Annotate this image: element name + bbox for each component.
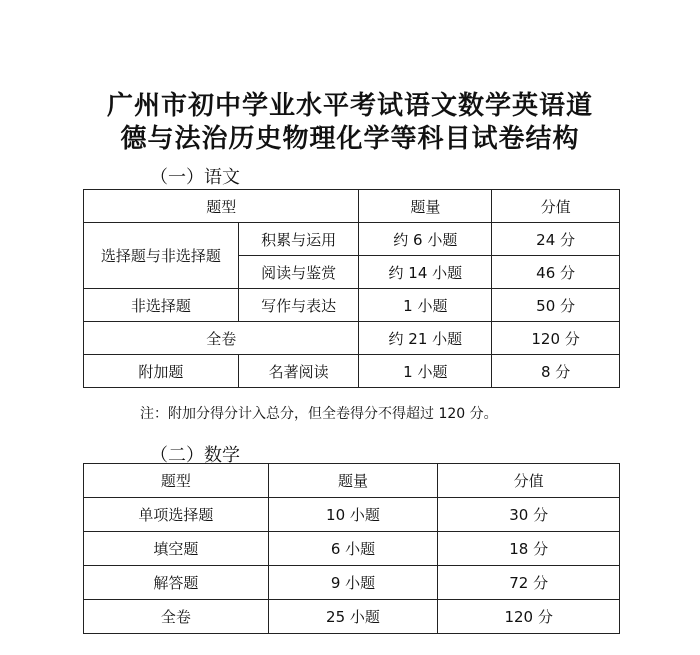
cell-count: 1 小题 bbox=[359, 289, 492, 322]
header-type: 题型 bbox=[84, 464, 269, 498]
cell-score: 120 分 bbox=[492, 322, 620, 355]
table-row bbox=[84, 289, 620, 322]
cell-score: 46 分 bbox=[492, 256, 620, 289]
cell-score: 8 分 bbox=[492, 355, 620, 388]
header-type: 题型 bbox=[84, 190, 359, 223]
header-count: 题量 bbox=[359, 190, 492, 223]
cell-type: 选择题与非选择题 bbox=[84, 223, 239, 289]
cell-score: 72 分 bbox=[438, 566, 620, 600]
table-row bbox=[84, 355, 620, 388]
cell-subtype: 阅读与鉴赏 bbox=[238, 256, 359, 289]
table-row bbox=[84, 322, 620, 355]
page-title-line-2: 德与法治历史物理化学等科目试卷结构 bbox=[120, 124, 580, 154]
cell-score: 50 分 bbox=[492, 289, 620, 322]
cell-score: 120 分 bbox=[438, 600, 620, 634]
cell-type: 解答题 bbox=[84, 566, 269, 600]
cell-subtype: 名著阅读 bbox=[238, 355, 359, 388]
cell-score: 18 分 bbox=[438, 532, 620, 566]
cell-count: 6 小题 bbox=[268, 532, 438, 566]
cell-count: 10 小题 bbox=[268, 498, 438, 532]
table-row bbox=[84, 532, 620, 566]
header-score: 分值 bbox=[492, 190, 620, 223]
cell-type: 非选择题 bbox=[84, 289, 239, 322]
table-row bbox=[84, 566, 620, 600]
section-heading-math: （二）数学 bbox=[150, 445, 240, 466]
cell-count: 9 小题 bbox=[268, 566, 438, 600]
math-structure-table bbox=[83, 463, 620, 634]
cell-type: 附加题 bbox=[84, 355, 239, 388]
table-row bbox=[84, 498, 620, 532]
section-heading-chinese: （一）语文 bbox=[150, 167, 240, 188]
header-count: 题量 bbox=[268, 464, 438, 498]
cell-type: 填空题 bbox=[84, 532, 269, 566]
header-score: 分值 bbox=[438, 464, 620, 498]
table-row bbox=[84, 223, 620, 256]
chinese-note: 注：附加分得分计入总分，但全卷得分不得超过 120 分。 bbox=[140, 406, 498, 422]
table-header-row bbox=[84, 464, 620, 498]
cell-count: 1 小题 bbox=[359, 355, 492, 388]
cell-count: 25 小题 bbox=[268, 600, 438, 634]
cell-type: 全卷 bbox=[84, 600, 269, 634]
cell-count: 约 6 小题 bbox=[359, 223, 492, 256]
cell-count: 约 21 小题 bbox=[359, 322, 492, 355]
cell-subtype: 积累与运用 bbox=[238, 223, 359, 256]
chinese-structure-table bbox=[83, 189, 620, 388]
cell-subtype: 写作与表达 bbox=[238, 289, 359, 322]
cell-count: 约 14 小题 bbox=[359, 256, 492, 289]
page-title-line-1: 广州市初中学业水平考试语文数学英语道 bbox=[106, 91, 593, 121]
cell-score: 30 分 bbox=[438, 498, 620, 532]
cell-type: 单项选择题 bbox=[84, 498, 269, 532]
cell-type: 全卷 bbox=[84, 322, 359, 355]
table-header-row bbox=[84, 190, 620, 223]
cell-score: 24 分 bbox=[492, 223, 620, 256]
table-row bbox=[84, 600, 620, 634]
